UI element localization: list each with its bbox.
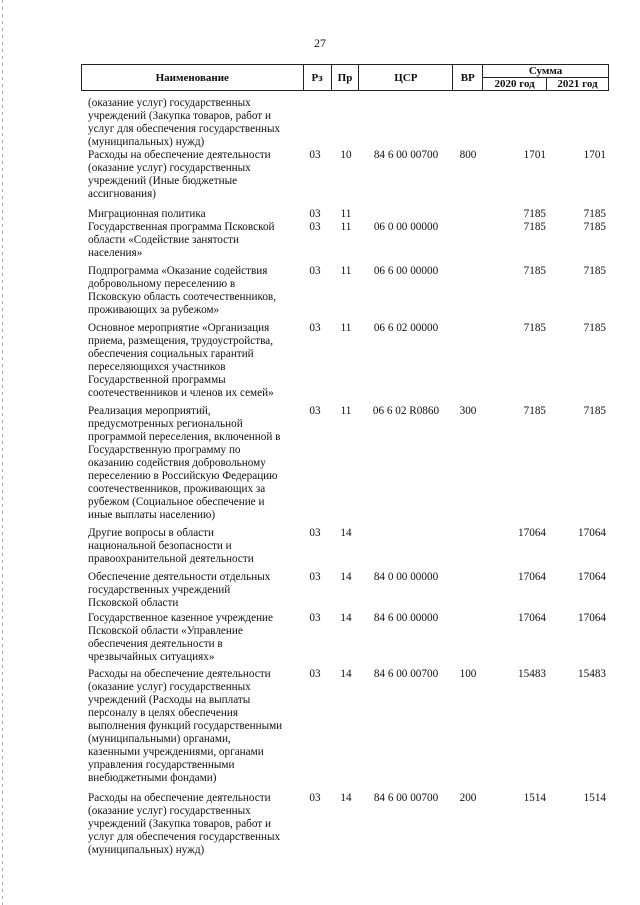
row-2020: 7185	[523, 221, 546, 233]
row-2020: 17064	[518, 527, 546, 539]
row-2021: 15483	[578, 668, 606, 680]
row-pr: 10	[340, 149, 352, 161]
row-csr: 84 6 00 00700	[373, 792, 439, 804]
row-csr: 84 6 00 00700	[373, 668, 439, 680]
header-csr: ЦСР	[359, 65, 453, 91]
row-2020: 7185	[523, 265, 546, 277]
row-2021: 7185	[583, 221, 606, 233]
table-header	[81, 64, 609, 91]
table-row	[0, 668, 640, 792]
row-csr: 84 6 00 00700	[373, 149, 439, 161]
row-name: Другие вопросы в области национальной безопасности и правоохранительной деятельности	[88, 527, 254, 565]
row-vr: 300	[459, 405, 477, 417]
row-pr: 14	[340, 792, 352, 804]
row-name: Государственная программа Псковской области «Содействие занятости населения»	[88, 221, 275, 259]
row-rz: 03	[309, 221, 321, 233]
row-2021: 7185	[583, 265, 606, 277]
row-2020: 17064	[518, 612, 546, 624]
row-name: Реализация мероприятий, предусмотренных региональной программой переселения, включенной в Государственную программу по оказанию содействия добровольному переселению в Российскую Федерацию соотечественников, проживающих за рубежом (Социальное обеспечение и иные выплаты населению)	[88, 405, 281, 521]
row-2021: 17064	[578, 612, 606, 624]
row-csr: 06 6 02 R0860	[372, 405, 440, 417]
row-name: Государственное казенное учреждение Псковской области «Управление обеспечения деятельности в чрезвычайных ситуациях»	[88, 612, 274, 663]
header-pr: Пр	[331, 65, 359, 91]
row-name: (оказание услуг) государственных учреждений (Закупка товаров, работ и услуг для обеспечения государственных (муниципальных) нужд)	[88, 97, 281, 148]
header-2021: 2021 год	[547, 78, 609, 91]
row-rz: 03	[309, 322, 321, 334]
table-row	[0, 612, 640, 668]
row-name: Подпрограмма «Оказание содействия добровольному переселению в Псковскую область соотечественников, проживающих за рубежом»	[88, 265, 277, 316]
table-row	[0, 322, 640, 405]
row-2021: 1701	[583, 149, 606, 161]
row-2021: 1514	[583, 792, 606, 804]
row-pr: 11	[340, 405, 352, 417]
row-2021: 7185	[583, 208, 606, 220]
row-rz: 03	[309, 571, 321, 583]
row-rz: 03	[309, 208, 321, 220]
row-2020: 15483	[518, 668, 546, 680]
row-pr: 14	[340, 571, 352, 583]
row-2020: 1514	[523, 792, 546, 804]
row-name: Миграционная политика	[88, 208, 206, 220]
row-2021: 7185	[583, 405, 606, 417]
row-name: Основное мероприятие «Организация приема, размещения, трудоустройства, обеспечения социальных гарантий переселяющихся участников Государственной программы соотечественников и членов их семей»	[88, 322, 274, 399]
row-2020: 7185	[523, 208, 546, 220]
row-2021: 17064	[578, 571, 606, 583]
row-rz: 03	[309, 612, 321, 624]
row-csr: 06 6 02 00000	[373, 322, 439, 334]
row-2021: 17064	[578, 527, 606, 539]
row-rz: 03	[309, 527, 321, 539]
row-csr: 06 6 00 00000	[373, 265, 439, 277]
header-sum: Сумма	[483, 65, 609, 78]
row-rz: 03	[309, 265, 321, 277]
table-row	[0, 527, 640, 571]
header-rz: Рз	[303, 65, 331, 91]
table-row	[0, 149, 640, 208]
table-row	[0, 97, 640, 149]
row-pr: 11	[340, 322, 352, 334]
header-vr: ВР	[453, 65, 483, 91]
row-csr: 84 0 00 00000	[373, 571, 439, 583]
row-rz: 03	[309, 792, 321, 804]
header-2020: 2020 год	[483, 78, 547, 91]
page-number: 27	[314, 36, 326, 50]
row-rz: 03	[309, 668, 321, 680]
row-pr: 14	[340, 612, 352, 624]
row-2020: 17064	[518, 571, 546, 583]
row-rz: 03	[309, 149, 321, 161]
row-2020: 7185	[523, 405, 546, 417]
table-row	[0, 405, 640, 527]
row-pr: 11	[340, 221, 352, 233]
row-name: Расходы на обеспечение деятельности (оказание услуг) государственных учреждений (Иные бюджетные ассигнования)	[88, 149, 271, 200]
row-2020: 1701	[523, 149, 546, 161]
row-name: Расходы на обеспечение деятельности (оказание услуг) государственных учреждений (Расходы на выплаты персоналу в целях обеспечения выполнения функций государственными (муниципальными) органами, казенными учреждениями, органами управления государственными внебюджетными фондами)	[88, 668, 283, 784]
row-name: Расходы на обеспечение деятельности (оказание услуг) государственных учреждений (Закупка товаров, работ и услуг для обеспечения государственных (муниципальных) нужд)	[88, 792, 281, 856]
row-csr: 84 6 00 00000	[373, 612, 439, 624]
row-pr: 11	[340, 208, 352, 220]
row-name: Обеспечение деятельности отдельных государственных учреждений Псковской области	[88, 571, 271, 609]
header-name: Наименование	[82, 65, 304, 91]
table-row	[0, 792, 640, 858]
table-row	[0, 265, 640, 322]
row-vr: 100	[459, 668, 477, 680]
row-pr: 14	[340, 527, 352, 539]
row-vr: 200	[459, 792, 477, 804]
row-2020: 7185	[523, 322, 546, 334]
table-row	[0, 221, 640, 265]
table-row	[0, 571, 640, 612]
row-pr: 14	[340, 668, 352, 680]
table-row	[0, 208, 640, 221]
row-pr: 11	[340, 265, 352, 277]
row-vr: 800	[459, 149, 477, 161]
row-rz: 03	[309, 405, 321, 417]
row-2021: 7185	[583, 322, 606, 334]
row-csr: 06 0 00 00000	[373, 221, 439, 233]
